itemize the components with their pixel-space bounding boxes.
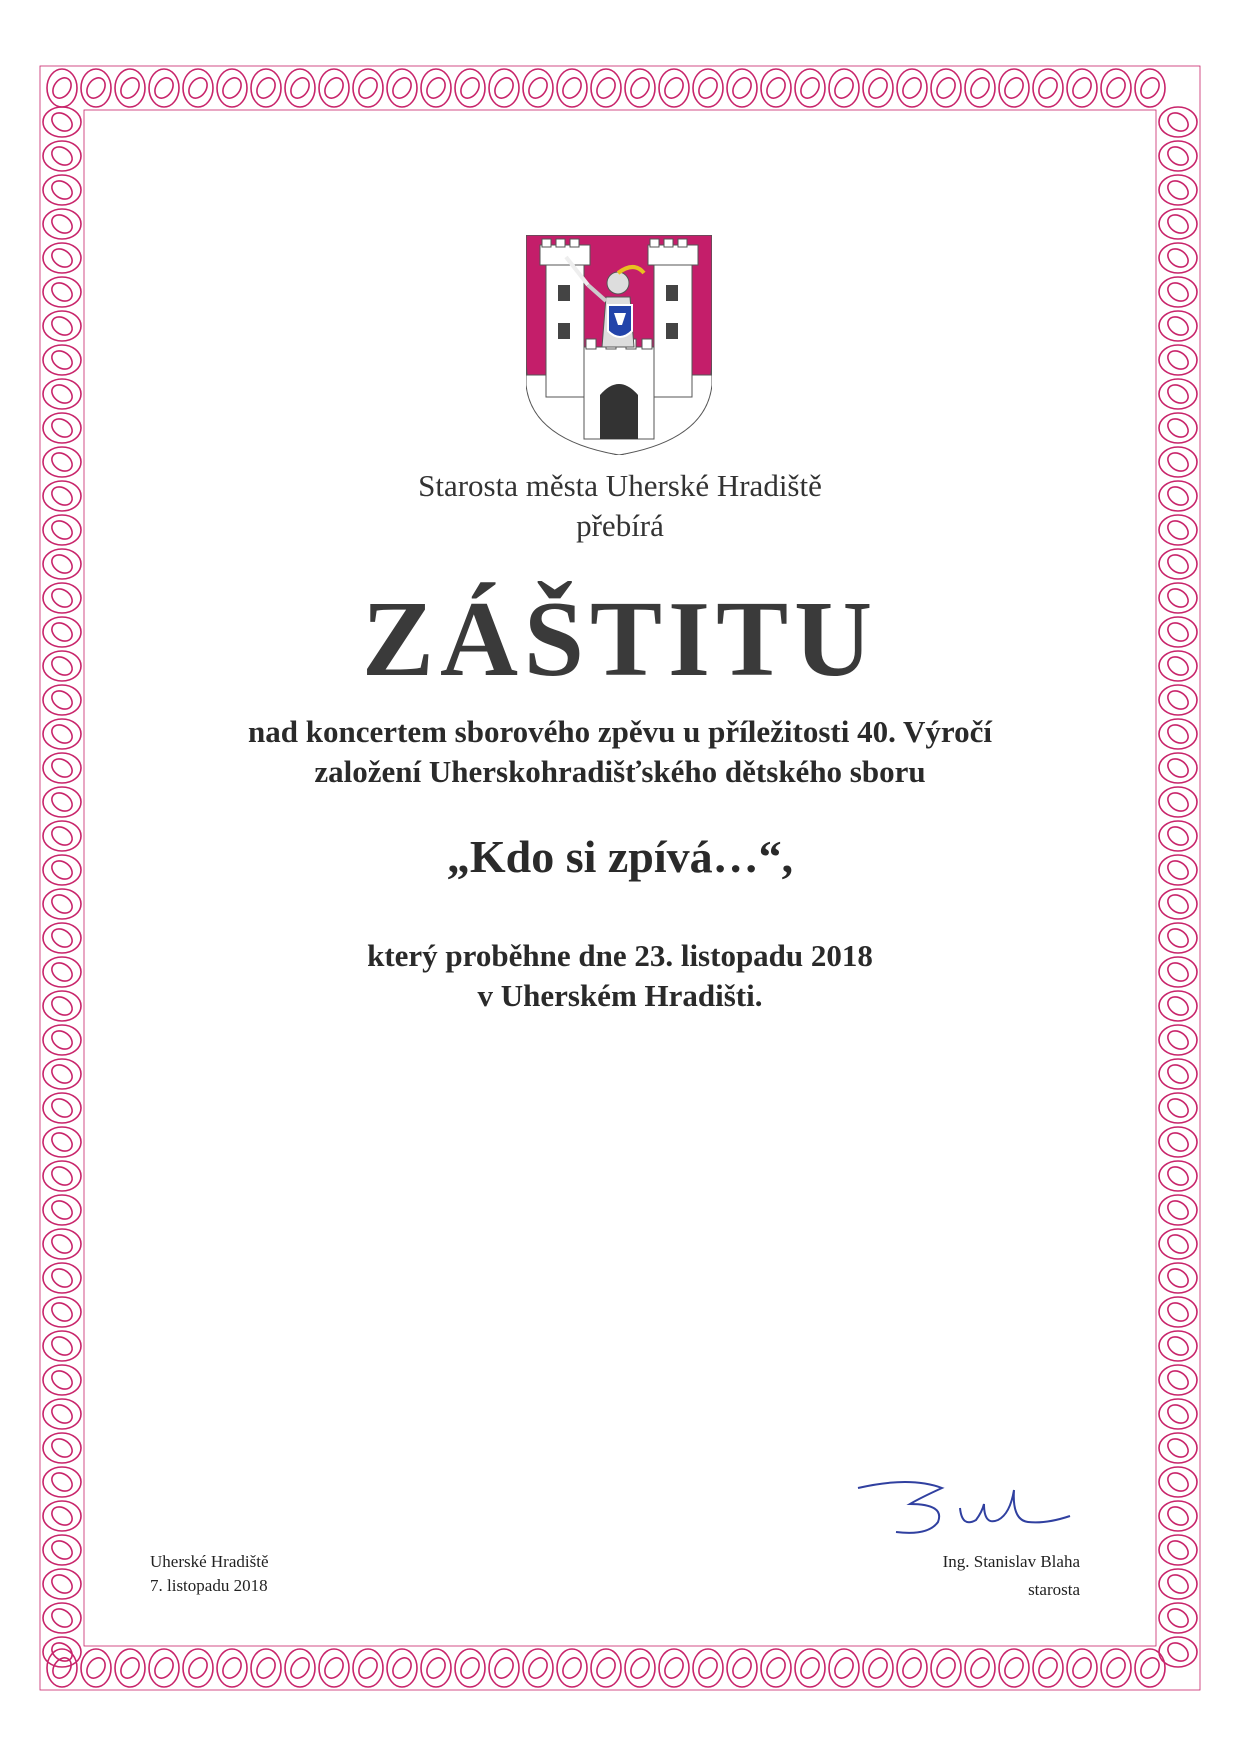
description-line-1: nad koncertem sborového zpěvu u příležitosti 40. Výročí — [248, 714, 992, 749]
signature — [850, 1470, 1080, 1550]
signatory-name: Ing. Stanislav Blaha — [942, 1552, 1080, 1571]
coat-of-arms-emblem — [526, 235, 712, 455]
page-title: ZÁŠTITU — [361, 580, 879, 699]
takes-over-line: přebírá — [576, 508, 664, 543]
description-line-2: založení Uherskohradišťského dětského sboru — [314, 754, 926, 789]
issue-place: Uherské Hradiště — [150, 1552, 269, 1571]
signatory-role: starosta — [1028, 1580, 1080, 1599]
mayor-line: Starosta města Uherské Hradiště — [418, 468, 822, 503]
event-place-line: v Uherském Hradišti. — [477, 978, 763, 1013]
concert-name: „Kdo si zpívá…“, — [446, 831, 794, 882]
event-date-line: který proběhne dne 23. listopadu 2018 — [367, 938, 873, 973]
issue-date: 7. listopadu 2018 — [150, 1576, 268, 1595]
